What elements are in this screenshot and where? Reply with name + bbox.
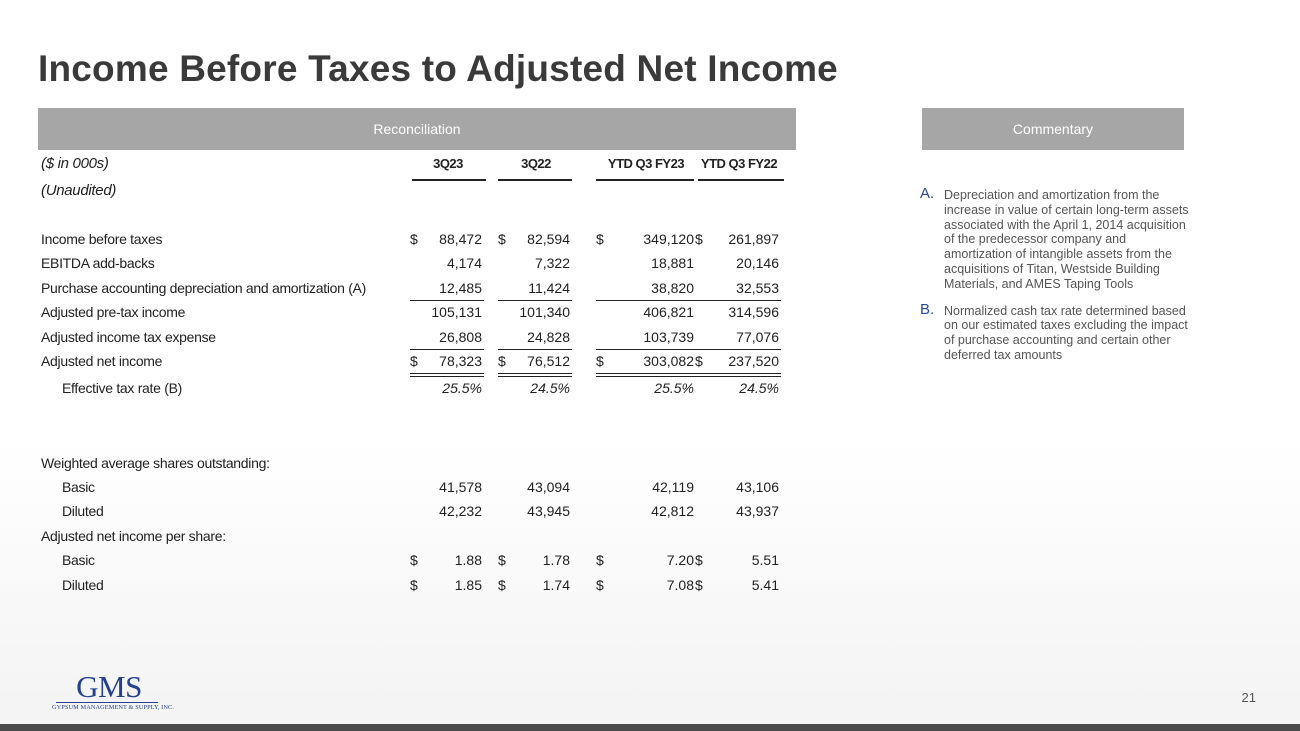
cell-value: 406,821 xyxy=(643,304,694,320)
cell-value: 7.08 xyxy=(666,577,694,593)
cell-value: 24,828 xyxy=(527,329,570,345)
logo-tagline: GYPSUM MANAGEMENT & SUPPLY, INC. xyxy=(52,704,174,711)
cell-value: 24.5% xyxy=(530,380,570,396)
commentary-letter: A. xyxy=(920,185,935,202)
cell-ytd-fy22 xyxy=(695,228,781,252)
commentary-text: Depreciation and amortization from the increase in value of certain long-term assets associated with the April 1, 2014 acquisition of the predecessor company and amortization of intangible assets from the acquisitions of Titan, Westside Building Materials, and AMES Taping Tools xyxy=(944,188,1189,291)
currency-symbol: $ xyxy=(498,552,506,568)
row-label: Diluted xyxy=(62,577,104,593)
table-header-row xyxy=(38,152,796,176)
currency-symbol: $ xyxy=(410,353,418,369)
cell-3q23 xyxy=(410,350,484,374)
row-label: Basic xyxy=(62,479,95,495)
currency-symbol: $ xyxy=(498,577,506,593)
column-header-3q22: 3Q22 xyxy=(521,156,551,171)
cell-3q22 xyxy=(498,252,572,276)
cell-value: 42,119 xyxy=(652,479,694,495)
cell-3q22 xyxy=(498,301,572,325)
cell-value: 24.5% xyxy=(739,380,779,396)
table-row xyxy=(38,350,796,374)
cell-3q22 xyxy=(498,350,572,374)
cell-ytd-fy22 xyxy=(695,252,781,276)
cell-ytd-fy22 xyxy=(695,500,781,524)
reconciliation-header xyxy=(38,108,796,150)
cell-ytd-fy22 xyxy=(695,549,781,573)
cell-value: 5.51 xyxy=(751,552,779,568)
cell-value: 237,520 xyxy=(728,353,779,369)
per-share-heading-row xyxy=(38,525,796,549)
cell-ytd-fy22 xyxy=(695,277,781,301)
page-number: 21 xyxy=(1241,690,1256,705)
currency-symbol: $ xyxy=(498,231,506,247)
commentary-header-label: Commentary xyxy=(1012,121,1094,137)
row-label: Adjusted income tax expense xyxy=(41,329,216,345)
unaudited-row xyxy=(38,179,796,203)
table-row xyxy=(38,228,796,252)
currency-symbol: $ xyxy=(410,577,418,593)
cell-3q23 xyxy=(410,549,484,573)
page-title: Income Before Taxes to Adjusted Net Income xyxy=(38,48,838,89)
currency-symbol: $ xyxy=(695,552,703,568)
cell-3q22 xyxy=(498,574,572,598)
cell-ytd-fy22 xyxy=(695,350,781,374)
table-row xyxy=(38,377,796,401)
cell-value: 12,485 xyxy=(439,280,482,296)
cell-value: 43,106 xyxy=(736,479,779,495)
cell-value: 43,094 xyxy=(527,479,570,495)
cell-3q22 xyxy=(498,476,572,500)
cell-ytd-fy23 xyxy=(596,326,696,350)
row-label: Effective tax rate (B) xyxy=(62,380,182,396)
gms-logo xyxy=(52,669,174,711)
column-header-3q23: 3Q23 xyxy=(433,156,463,171)
cell-value: 103,739 xyxy=(643,329,694,345)
commentary-panel xyxy=(920,185,1190,375)
cell-ytd-fy23 xyxy=(596,350,696,374)
cell-ytd-fy23 xyxy=(596,500,696,524)
cell-value: 349,120 xyxy=(643,231,694,247)
cell-value: 1.85 xyxy=(454,577,482,593)
cell-3q23 xyxy=(410,228,484,252)
cell-value: 5.41 xyxy=(751,577,779,593)
cell-value: 43,945 xyxy=(527,503,570,519)
cell-value: 32,553 xyxy=(736,280,779,296)
currency-symbol: $ xyxy=(410,552,418,568)
section-heading: Weighted average shares outstanding: xyxy=(41,455,270,471)
cell-3q23 xyxy=(410,301,484,325)
cell-3q23 xyxy=(410,326,484,350)
cell-3q22 xyxy=(498,549,572,573)
commentary-text: Normalized cash tax rate determined based on our estimated taxes excluding the impact of purchase accounting and certain other deferred tax amounts xyxy=(944,303,1188,362)
currency-symbol: $ xyxy=(695,353,703,369)
per-share-row xyxy=(38,549,796,573)
cell-ytd-fy23 xyxy=(596,377,696,401)
cell-ytd-fy22 xyxy=(695,326,781,350)
cell-3q22 xyxy=(498,326,572,350)
cell-value: 101,340 xyxy=(519,304,570,320)
cell-ytd-fy22 xyxy=(695,574,781,598)
table-row xyxy=(38,326,796,350)
cell-3q22 xyxy=(498,228,572,252)
cell-value: 25.5% xyxy=(654,380,694,396)
cell-value: 18,881 xyxy=(651,255,694,271)
currency-symbol: $ xyxy=(410,231,418,247)
cell-value: 41,578 xyxy=(439,479,482,495)
cell-ytd-fy22 xyxy=(695,377,781,401)
table-row xyxy=(38,277,796,301)
cell-3q23 xyxy=(410,377,484,401)
cell-ytd-fy23 xyxy=(596,574,696,598)
currency-symbol: $ xyxy=(596,231,604,247)
currency-symbol: $ xyxy=(596,353,604,369)
currency-symbol: $ xyxy=(596,577,604,593)
commentary-item-a xyxy=(920,185,1190,292)
cell-value: 7,322 xyxy=(534,255,570,271)
currency-symbol: $ xyxy=(596,552,604,568)
cell-3q23 xyxy=(410,476,484,500)
row-label: Adjusted net income xyxy=(41,353,163,369)
cell-value: 26,808 xyxy=(439,329,482,345)
cell-ytd-fy23 xyxy=(596,476,696,500)
cell-value: 7.20 xyxy=(666,552,694,568)
table-row xyxy=(38,252,796,276)
row-label: EBITDA add-backs xyxy=(41,255,155,271)
shares-heading-row xyxy=(38,452,796,476)
cell-ytd-fy23 xyxy=(596,549,696,573)
cell-3q23 xyxy=(410,500,484,524)
units-label: ($ in 000s) xyxy=(41,155,109,172)
unaudited-label: (Unaudited) xyxy=(41,182,117,199)
footer-bar xyxy=(0,724,1300,731)
cell-value: 314,596 xyxy=(728,304,779,320)
cell-value: 25.5% xyxy=(442,380,482,396)
cell-value: 82,594 xyxy=(527,231,570,247)
section-heading: Adjusted net income per share: xyxy=(41,528,226,544)
cell-value: 42,812 xyxy=(651,503,694,519)
cell-value: 4,174 xyxy=(446,255,482,271)
currency-symbol: $ xyxy=(695,577,703,593)
logo-wordmark: GMS xyxy=(76,669,142,704)
cell-value: 105,131 xyxy=(431,304,482,320)
cell-ytd-fy23 xyxy=(596,252,696,276)
row-label: Diluted xyxy=(62,503,104,519)
cell-ytd-fy22 xyxy=(695,476,781,500)
reconciliation-header-label: Reconciliation xyxy=(373,121,461,137)
cell-value: 76,512 xyxy=(527,353,570,369)
cell-value: 303,082 xyxy=(643,353,694,369)
cell-value: 42,232 xyxy=(439,503,482,519)
cell-3q23 xyxy=(410,277,484,301)
commentary-letter: B. xyxy=(920,300,935,318)
cell-3q22 xyxy=(498,377,572,401)
cell-ytd-fy23 xyxy=(596,277,696,301)
row-label: Basic xyxy=(62,552,95,568)
commentary-item-b xyxy=(920,300,1190,363)
cell-value: 77,076 xyxy=(736,329,779,345)
cell-value: 38,820 xyxy=(651,280,694,296)
per-share-row xyxy=(38,574,796,598)
cell-value: 20,146 xyxy=(736,255,779,271)
table-row xyxy=(38,301,796,325)
row-label: Income before taxes xyxy=(41,231,163,247)
shares-row xyxy=(38,500,796,524)
cell-3q22 xyxy=(498,500,572,524)
cell-value: 1.88 xyxy=(454,552,482,568)
row-label: Purchase accounting depreciation and amortization (A) xyxy=(41,280,366,296)
cell-value: 43,937 xyxy=(736,503,779,519)
currency-symbol: $ xyxy=(695,231,703,247)
cell-value: 261,897 xyxy=(728,231,779,247)
cell-3q23 xyxy=(410,252,484,276)
row-label: Adjusted pre-tax income xyxy=(41,304,186,320)
cell-ytd-fy23 xyxy=(596,301,696,325)
shares-row xyxy=(38,476,796,500)
cell-value: 1.78 xyxy=(542,552,570,568)
cell-value: 1.74 xyxy=(542,577,570,593)
column-header-ytd-fy22: YTD Q3 FY22 xyxy=(700,156,778,171)
column-header-ytd-fy23: YTD Q3 FY23 xyxy=(607,156,685,171)
cell-value: 11,424 xyxy=(528,280,570,296)
cell-ytd-fy23 xyxy=(596,228,696,252)
cell-3q23 xyxy=(410,574,484,598)
cell-value: 88,472 xyxy=(439,231,482,247)
currency-symbol: $ xyxy=(498,353,506,369)
commentary-header xyxy=(922,108,1184,150)
cell-ytd-fy22 xyxy=(695,301,781,325)
cell-value: 78,323 xyxy=(439,353,482,369)
cell-3q22 xyxy=(498,277,572,301)
